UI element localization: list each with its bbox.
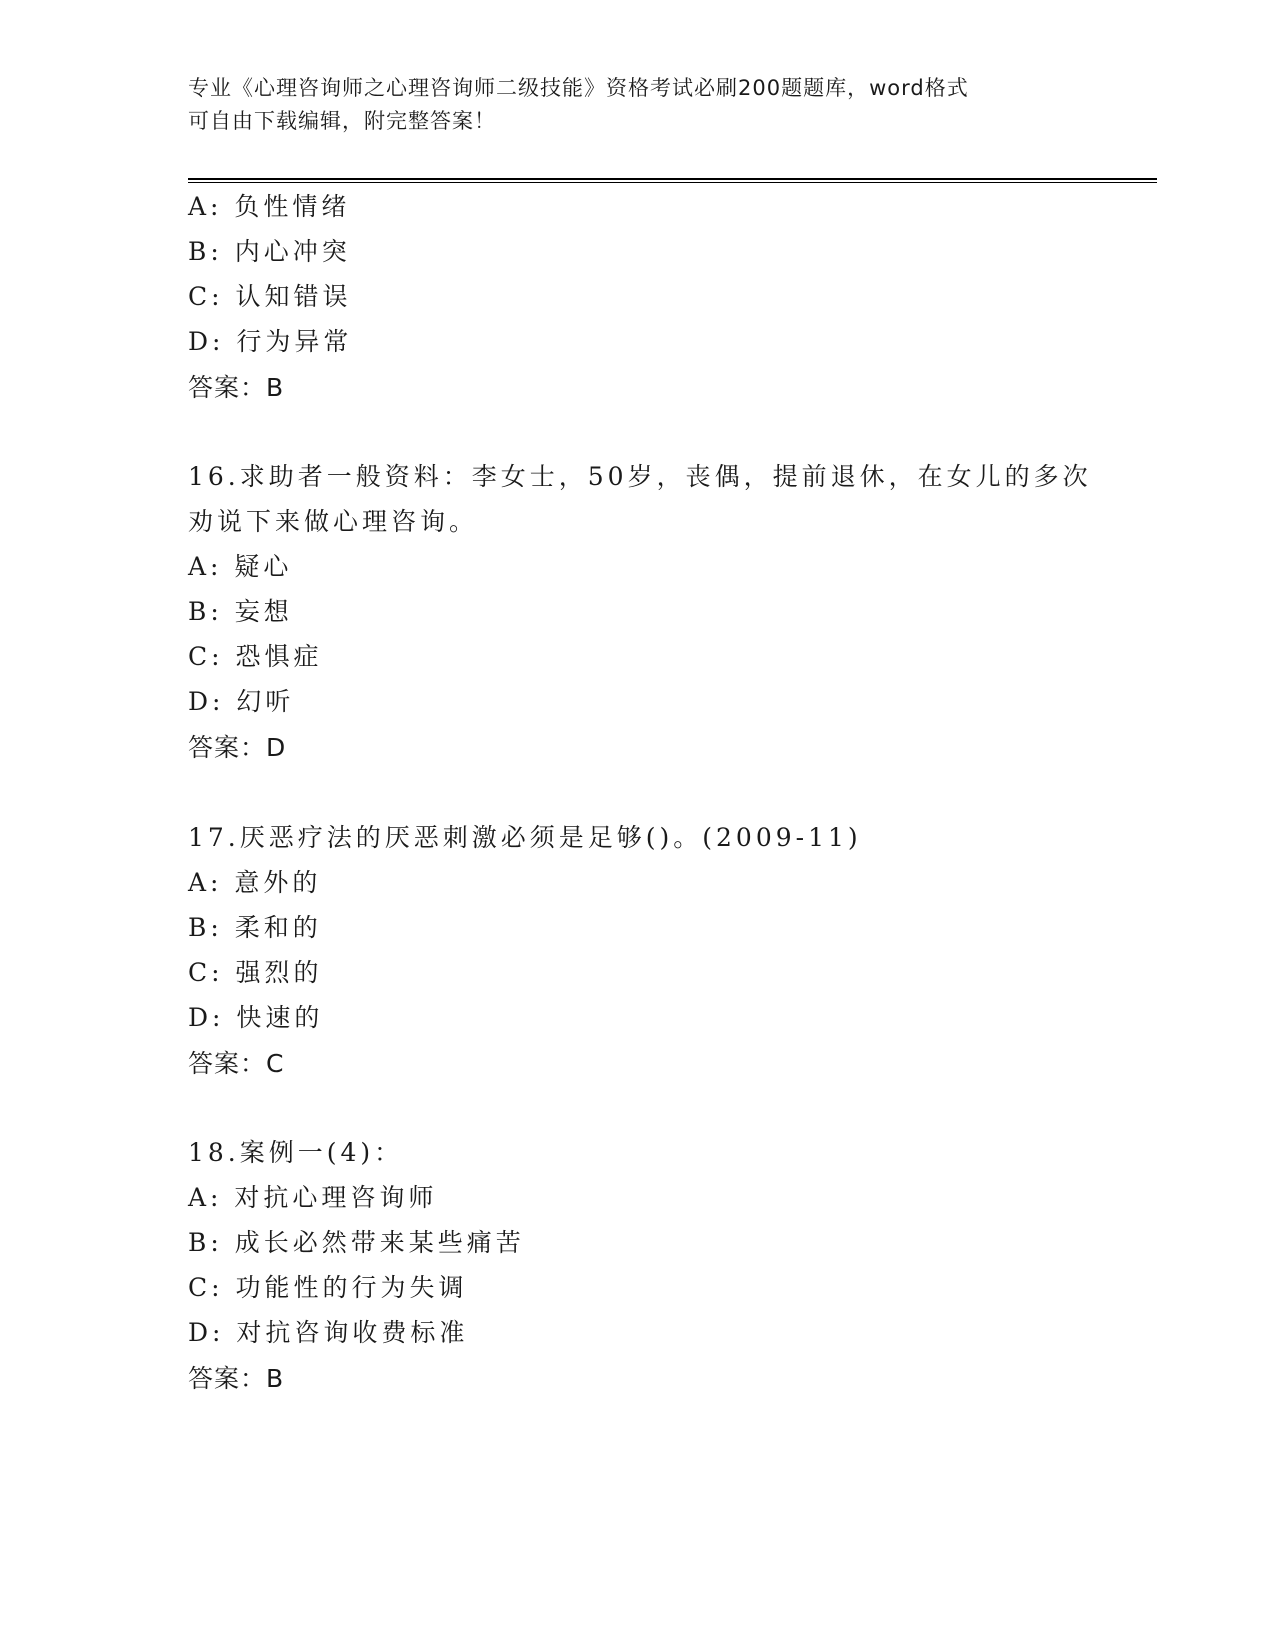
document-header	[188, 72, 1068, 138]
q17-stem-line-1: 17.厌恶疗法的厌恶刺激必须是足够()。(2009-11)	[188, 823, 862, 852]
q18-stem-line-1: 18.案例一(4)：	[188, 1138, 404, 1167]
q18-option-a: A: 对抗心理咨询师	[188, 1183, 438, 1212]
q15-option-d: D: 行为异常	[188, 327, 353, 356]
q16-option-a: A: 疑心	[188, 552, 293, 581]
q16-stem-line-2: 劝说下来做心理咨询。	[188, 507, 479, 536]
q17-option-d: D: 快速的	[188, 1003, 324, 1032]
q18-option-d: D: 对抗咨询收费标准	[188, 1318, 469, 1347]
q16-option-c: C: 恐惧症	[188, 642, 323, 671]
q15-option-b: B: 内心冲突	[188, 237, 351, 266]
q17-option-a: A: 意外的	[188, 868, 322, 897]
q15-option-a: A: 负性情绪	[188, 192, 351, 221]
q17-option-b: B: 柔和的	[188, 913, 322, 942]
q17-option-c: C: 强烈的	[188, 958, 323, 987]
q15-option-c: C: 认知错误	[188, 282, 352, 311]
q16-answer: 答案：D	[188, 733, 287, 762]
q15-answer: 答案：B	[188, 373, 285, 402]
header-line-1: 专业《心理咨询师之心理咨询师二级技能》资格考试必刷200题题库，word格式	[188, 76, 969, 100]
q18-option-b: B: 成长必然带来某些痛苦	[188, 1228, 525, 1257]
header-divider	[188, 178, 1157, 183]
q16-stem-line-1: 16.求助者一般资料：李女士，50岁，丧偶，提前退休，在女儿的多次	[188, 462, 1092, 491]
q16-option-d: D: 幻听	[188, 687, 295, 716]
q18-answer: 答案：B	[188, 1364, 285, 1393]
header-line-2: 可自由下载编辑，附完整答案！	[188, 109, 496, 133]
q18-option-c: C: 功能性的行为失调	[188, 1273, 468, 1302]
q16-option-b: B: 妄想	[188, 597, 293, 626]
q17-answer: 答案：C	[188, 1049, 285, 1078]
